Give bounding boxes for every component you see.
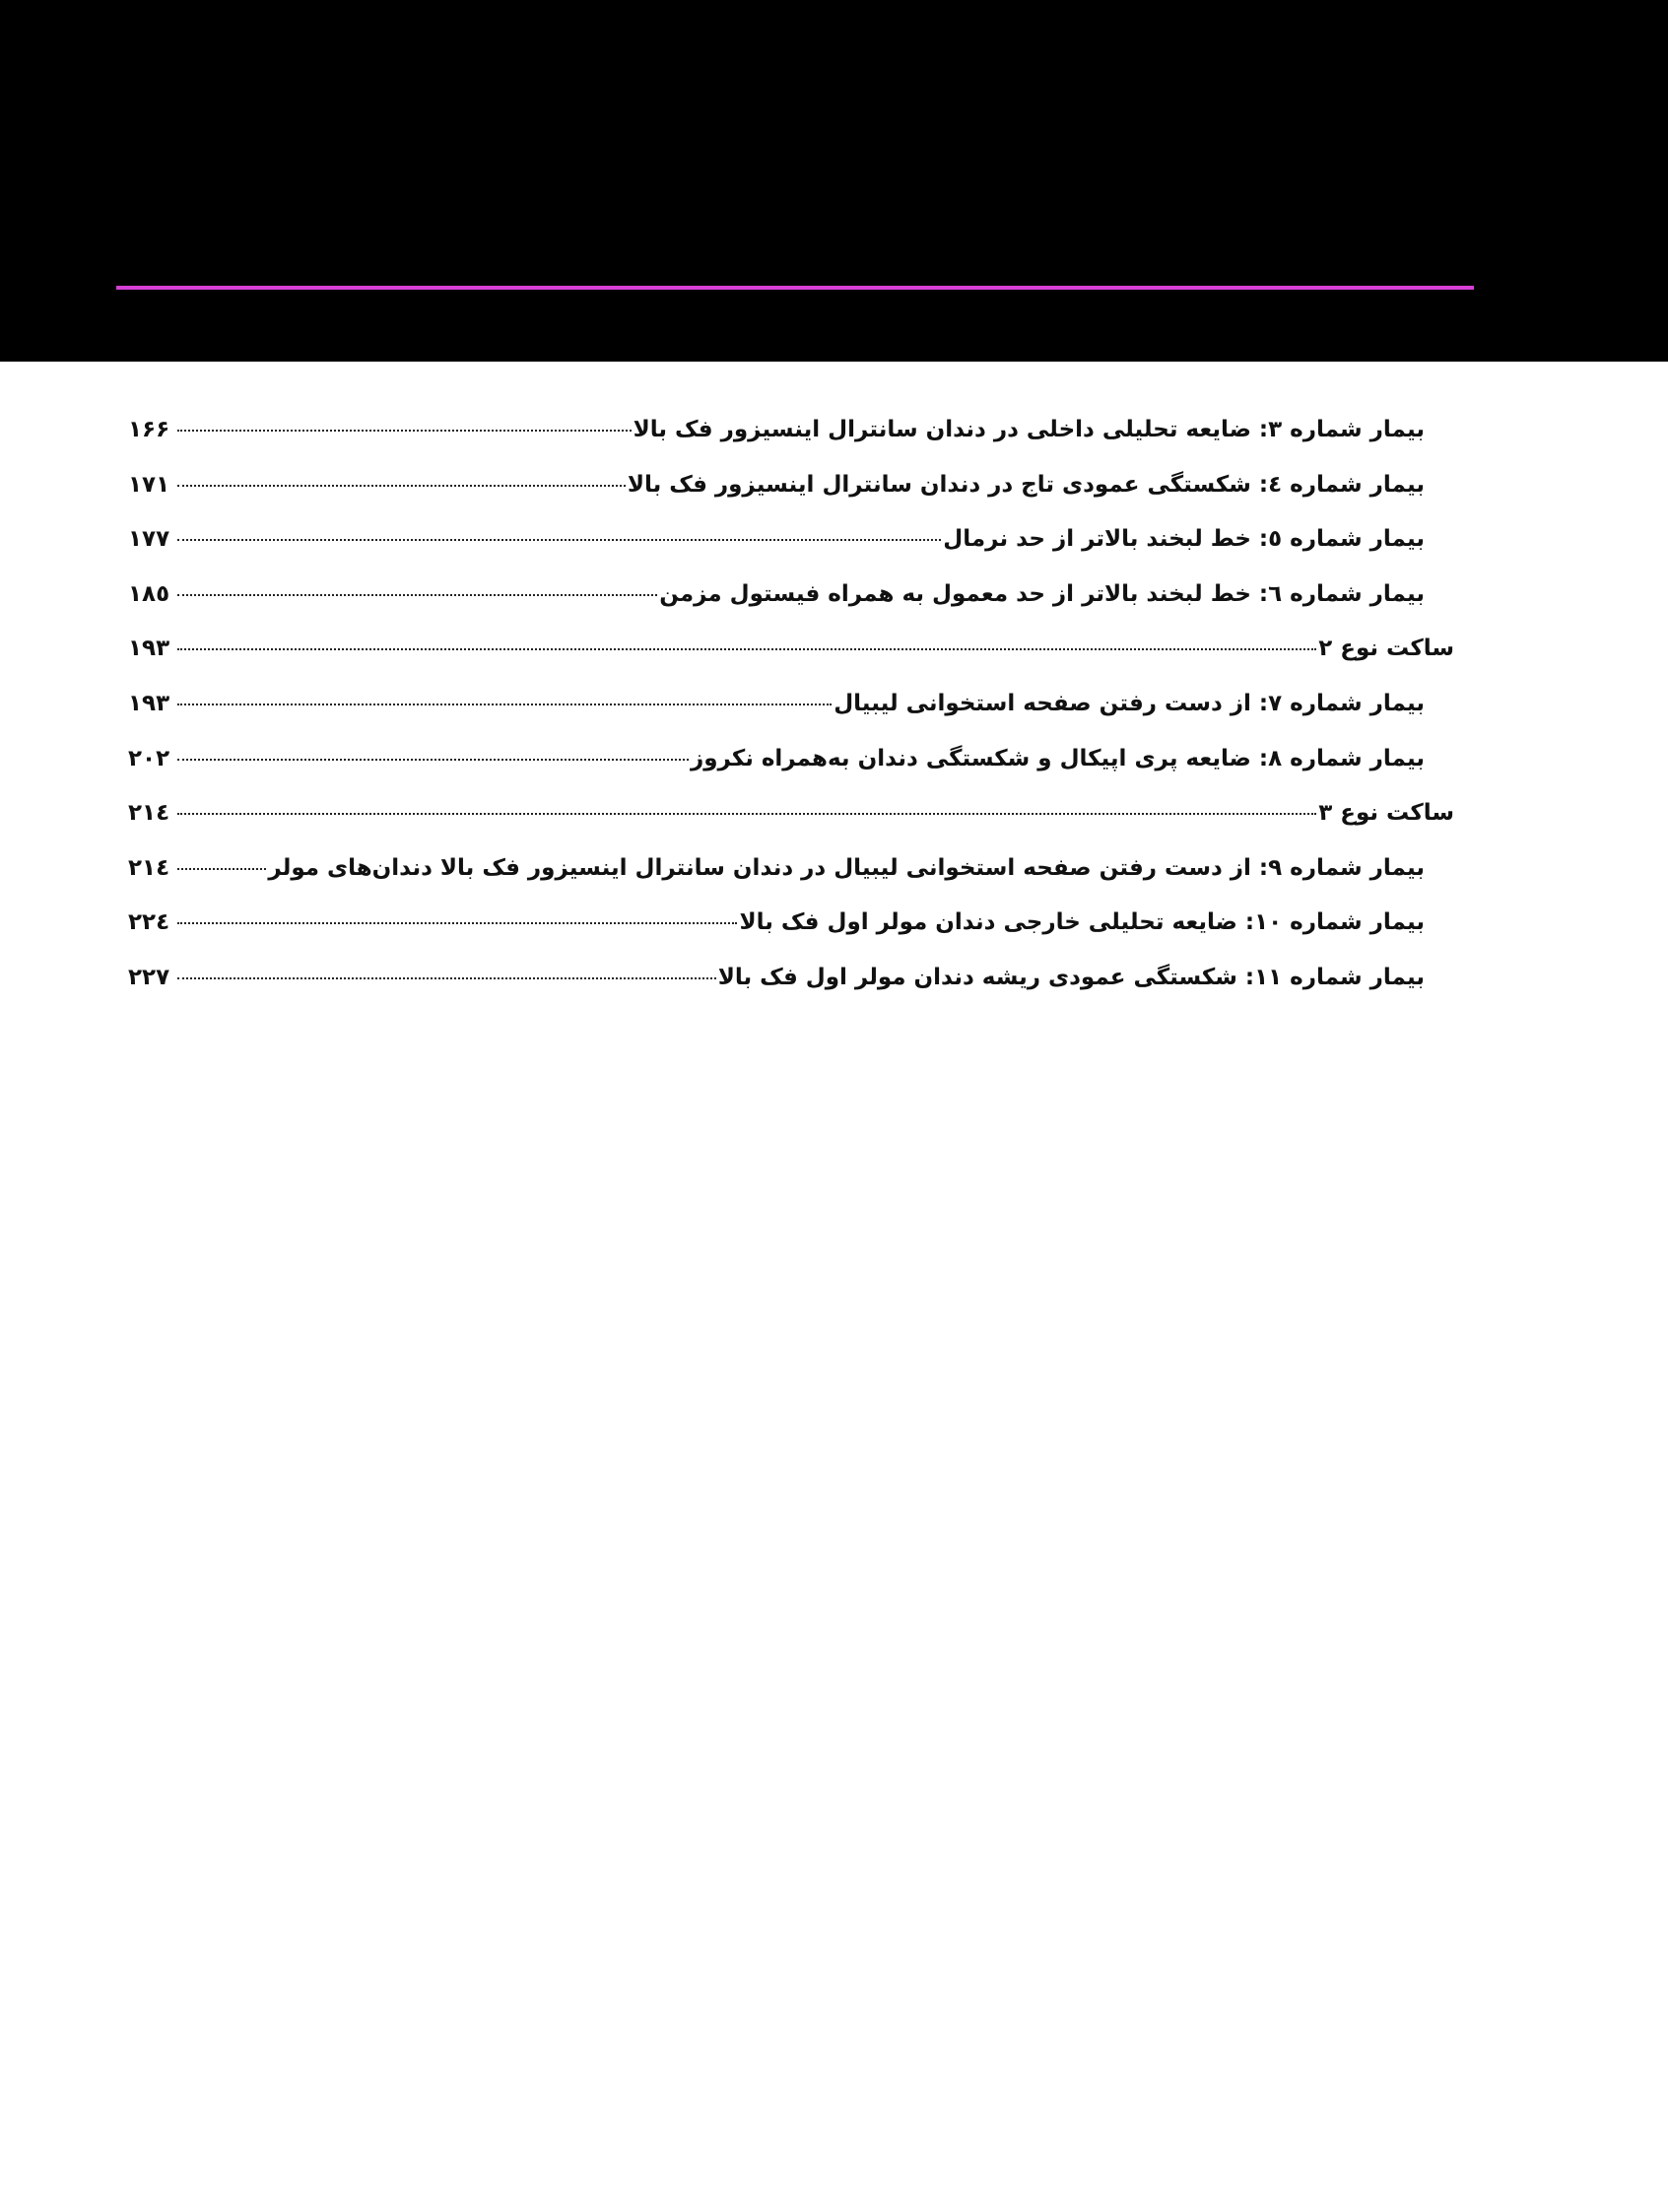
toc-dot-leader bbox=[177, 759, 689, 761]
toc-entry[interactable] bbox=[128, 746, 1425, 801]
toc-section-entry[interactable] bbox=[128, 636, 1454, 691]
toc-entry-page: ۲۱٤ bbox=[128, 800, 170, 827]
toc-dot-leader bbox=[177, 977, 716, 979]
toc-entry-page: ۱۷۱ bbox=[128, 471, 170, 498]
toc-entry-page: ۲۰۲ bbox=[128, 745, 170, 771]
toc-entry-title: بیمار شماره ۹: از دست رفتن صفحه استخوانی لیبیال در دندان سانترال اینسیزور فک بالا دندان‌های مولر bbox=[268, 854, 1425, 881]
toc-entry[interactable] bbox=[128, 855, 1425, 910]
toc-entry-page: ۲۱٤ bbox=[128, 854, 170, 881]
table-of-contents bbox=[128, 417, 1454, 1020]
toc-entry-page: ۱۶۶ bbox=[128, 417, 170, 442]
toc-entry-title: بیمار شماره ۸: ضایعه پری اپیکال و شکستگی دندان به‌همراه نکروز bbox=[690, 745, 1425, 771]
header-rule bbox=[116, 286, 1474, 290]
toc-dot-leader bbox=[177, 594, 657, 596]
toc-dot-leader bbox=[177, 539, 941, 541]
toc-entry[interactable] bbox=[128, 691, 1425, 746]
toc-entry[interactable] bbox=[128, 526, 1425, 581]
toc-entry-page: ۱۹۳ bbox=[128, 690, 170, 716]
toc-dot-leader bbox=[177, 922, 737, 924]
toc-entry-page: ۱۸٥ bbox=[128, 580, 170, 607]
toc-entry[interactable] bbox=[128, 417, 1425, 472]
toc-dot-leader bbox=[177, 648, 1316, 650]
toc-entry-title: بیمار شماره ۱۰: ضایعه تحلیلی خارجی دندان مولر اول فک بالا bbox=[739, 909, 1425, 936]
toc-dot-leader bbox=[177, 704, 832, 705]
toc-entry-title: بیمار شماره ۷: از دست رفتن صفحه استخوانی لیبیال bbox=[834, 690, 1425, 716]
toc-dot-leader bbox=[177, 485, 626, 487]
toc-dot-leader bbox=[177, 813, 1316, 815]
toc-entry-title: بیمار شماره ۳: ضایعه تحلیلی داخلی در دندان سانترال اینسیزور فک بالا bbox=[633, 417, 1425, 442]
toc-entry-title: بیمار شماره ٤: شکستگی عمودی تاج در دندان سانترال اینسیزور فک بالا bbox=[627, 471, 1425, 498]
toc-dot-leader bbox=[177, 868, 266, 870]
toc-entry-title: بیمار شماره ۱۱: شکستگی عمودی ریشه دندان مولر اول فک بالا bbox=[717, 964, 1425, 990]
header-band bbox=[0, 0, 1668, 362]
toc-entry-page: ۲۲۷ bbox=[128, 964, 170, 990]
toc-entry[interactable] bbox=[128, 965, 1425, 1020]
toc-entry-page: ۲۲٤ bbox=[128, 909, 170, 936]
toc-entry-title: بیمار شماره ٥: خط لبخند بالاتر از حد نرمال bbox=[943, 526, 1425, 553]
toc-entry[interactable] bbox=[128, 909, 1425, 965]
toc-entry-page: ۱۷۷ bbox=[128, 526, 170, 553]
toc-section-entry[interactable] bbox=[128, 800, 1454, 855]
toc-entry[interactable] bbox=[128, 472, 1425, 527]
toc-section-title: ساکت نوع ۳ bbox=[1318, 800, 1454, 827]
toc-entry-page: ۱۹۳ bbox=[128, 636, 170, 662]
toc-dot-leader bbox=[177, 430, 632, 432]
toc-section-title: ساکت نوع ۲ bbox=[1318, 636, 1454, 662]
toc-entry[interactable] bbox=[128, 581, 1425, 637]
toc-entry-title: بیمار شماره ٦: خط لبخند بالاتر از حد معمول به همراه فیستول مزمن bbox=[659, 580, 1425, 607]
